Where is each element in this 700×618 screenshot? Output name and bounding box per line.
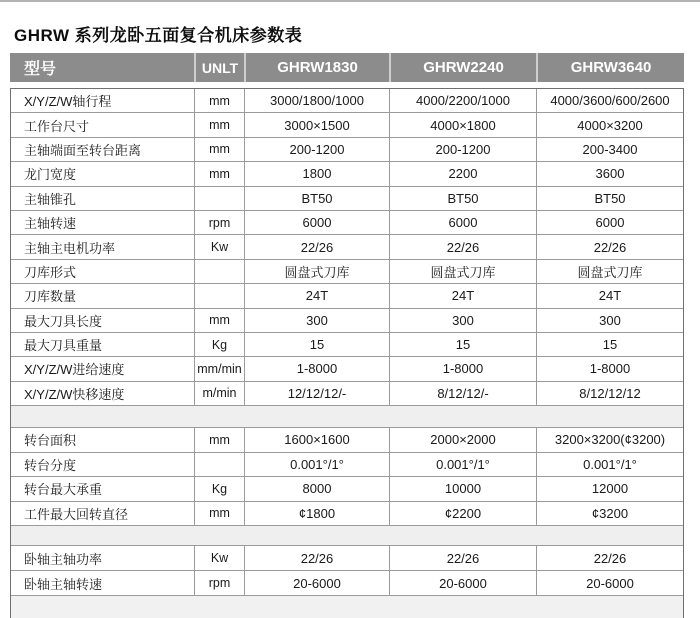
header-unit-label: UNLT	[194, 53, 244, 82]
top-divider	[0, 0, 700, 2]
table-row	[11, 235, 683, 259]
param-value: 24T	[390, 284, 537, 307]
param-value: 8/12/12/-	[390, 382, 537, 405]
param-name: X/Y/Z/W快移速度	[11, 382, 195, 405]
param-value: 200-1200	[390, 138, 537, 161]
param-value: 24T	[598, 288, 622, 304]
table-row	[11, 187, 683, 211]
param-unit: Kg	[195, 333, 245, 356]
param-value: 300	[245, 309, 390, 332]
param-value: 4000/3600/600/2600	[550, 93, 670, 109]
param-unit: Kg	[195, 477, 245, 501]
param-name: 主轴主电机功率	[11, 235, 195, 258]
param-value: 22/26	[245, 235, 390, 258]
param-name: X/Y/Z/W进给速度	[11, 357, 195, 380]
param-value: 200-3400	[582, 141, 638, 157]
table-row	[11, 477, 683, 502]
param-value: 0.001°/1°	[245, 453, 390, 477]
param-value: 22/26	[390, 546, 537, 570]
param-value: 10000	[390, 477, 537, 501]
param-name: 最大刀具重量	[11, 333, 195, 356]
param-value: 0.001°/1°	[583, 456, 637, 472]
param-unit: m/min	[195, 382, 245, 405]
table-row	[11, 333, 683, 357]
param-value: 6000	[390, 211, 537, 234]
table-row	[11, 260, 683, 284]
param-name: 刀库形式	[11, 260, 195, 283]
param-value: 1-8000	[390, 357, 537, 380]
param-value: ¢2200	[390, 502, 537, 526]
param-value: 12000	[591, 481, 629, 497]
param-unit: Kw	[195, 546, 245, 570]
param-value: 3600	[595, 166, 625, 182]
param-unit	[195, 260, 245, 283]
param-value: 15	[390, 333, 537, 356]
param-value: 3000/1800/1000	[245, 89, 390, 112]
param-name: 刀库数量	[11, 284, 195, 307]
spec-table	[10, 88, 684, 618]
param-value: 2200	[390, 162, 537, 185]
param-value: 22/26	[245, 546, 390, 570]
param-unit: rpm	[195, 571, 245, 595]
param-value: 8/12/12/12	[579, 385, 641, 401]
table-row	[11, 428, 683, 453]
param-name: 工件最大回转直径	[11, 502, 195, 526]
param-name: 卧轴主轴转速	[11, 571, 195, 595]
param-value: 300	[599, 312, 621, 328]
table-row	[11, 571, 683, 596]
param-name: 龙门宽度	[11, 162, 195, 185]
param-unit: mm	[195, 162, 245, 185]
param-value: 6000	[245, 211, 390, 234]
param-name: 工作台尺寸	[11, 113, 195, 136]
param-value: 200-1200	[245, 138, 390, 161]
param-name: 主轴转速	[11, 211, 195, 234]
param-value: 15	[602, 337, 618, 353]
param-value: 3200×3200(¢3200)	[554, 432, 666, 448]
param-value: 1-8000	[245, 357, 390, 380]
param-unit: mm	[195, 138, 245, 161]
table-row	[11, 162, 683, 186]
param-value: 22/26	[593, 239, 627, 255]
table-row	[11, 546, 683, 571]
table-bottom-band	[10, 596, 684, 618]
param-value: 15	[245, 333, 390, 356]
param-name: 主轴锥孔	[11, 187, 195, 210]
param-name: 转台面积	[11, 428, 195, 452]
header-col-ghrw1830: GHRW1830	[244, 53, 389, 82]
param-unit: mm	[195, 89, 245, 112]
param-name: 转台分度	[11, 453, 195, 477]
param-value: 1800	[245, 162, 390, 185]
param-name: 最大刀具长度	[11, 309, 195, 332]
param-unit	[195, 453, 245, 477]
param-value: 3000×1500	[245, 113, 390, 136]
param-unit: mm	[195, 113, 245, 136]
header-model-label: 型号	[24, 61, 57, 78]
header-col-ghrw3640: GHRW3640	[536, 53, 684, 82]
table-row	[11, 453, 683, 478]
param-value: 4000×3200	[577, 117, 643, 133]
section-separator	[10, 406, 684, 428]
param-value: 6000	[595, 215, 625, 231]
table-row	[11, 211, 683, 235]
table-row	[11, 89, 683, 113]
table-row	[11, 357, 683, 381]
param-value: BT50	[245, 187, 390, 210]
param-value: 22/26	[390, 235, 537, 258]
param-value: 300	[390, 309, 537, 332]
param-value: 1600×1600	[245, 428, 390, 452]
param-name: 转台最大承重	[11, 477, 195, 501]
param-value: 20-6000	[586, 575, 634, 591]
param-value: 圆盘式刀库	[245, 260, 390, 283]
param-unit: Kw	[195, 235, 245, 258]
param-value: 圆盘式刀库	[390, 260, 537, 283]
param-value: 圆盘式刀库	[577, 264, 643, 280]
param-name: 卧轴主轴功率	[11, 546, 195, 570]
param-unit: rpm	[195, 211, 245, 234]
param-value: 20-6000	[245, 571, 390, 595]
table-row	[11, 382, 683, 406]
param-value: 24T	[245, 284, 390, 307]
param-name: X/Y/Z/W轴行程	[11, 89, 195, 112]
param-value: ¢1800	[245, 502, 390, 526]
table-row	[11, 284, 683, 308]
param-unit: mm/min	[195, 357, 245, 380]
param-unit	[195, 187, 245, 210]
param-value: 1-8000	[589, 361, 631, 377]
param-unit: mm	[195, 428, 245, 452]
param-value: 4000/2200/1000	[390, 89, 537, 112]
param-value: BT50	[390, 187, 537, 210]
param-name: 主轴端面至转台距离	[11, 138, 195, 161]
table-row	[11, 138, 683, 162]
param-value: ¢3200	[591, 505, 629, 521]
param-unit: mm	[195, 502, 245, 526]
param-value: BT50	[594, 190, 626, 206]
param-value: 20-6000	[390, 571, 537, 595]
param-value: 4000×1800	[390, 113, 537, 136]
header-col-ghrw2240: GHRW2240	[389, 53, 536, 82]
param-value: 12/12/12/-	[245, 382, 390, 405]
param-value: 8000	[245, 477, 390, 501]
param-unit	[195, 284, 245, 307]
table-header-row	[10, 53, 684, 82]
table-row	[11, 309, 683, 333]
table-row	[11, 113, 683, 137]
page-title: GHRW 系列龙卧五面复合机床参数表	[14, 26, 303, 45]
param-value: 0.001°/1°	[390, 453, 537, 477]
param-value: 2000×2000	[390, 428, 537, 452]
param-unit: mm	[195, 309, 245, 332]
table-row	[11, 502, 683, 527]
section-separator	[10, 526, 684, 546]
param-value: 22/26	[593, 550, 627, 566]
